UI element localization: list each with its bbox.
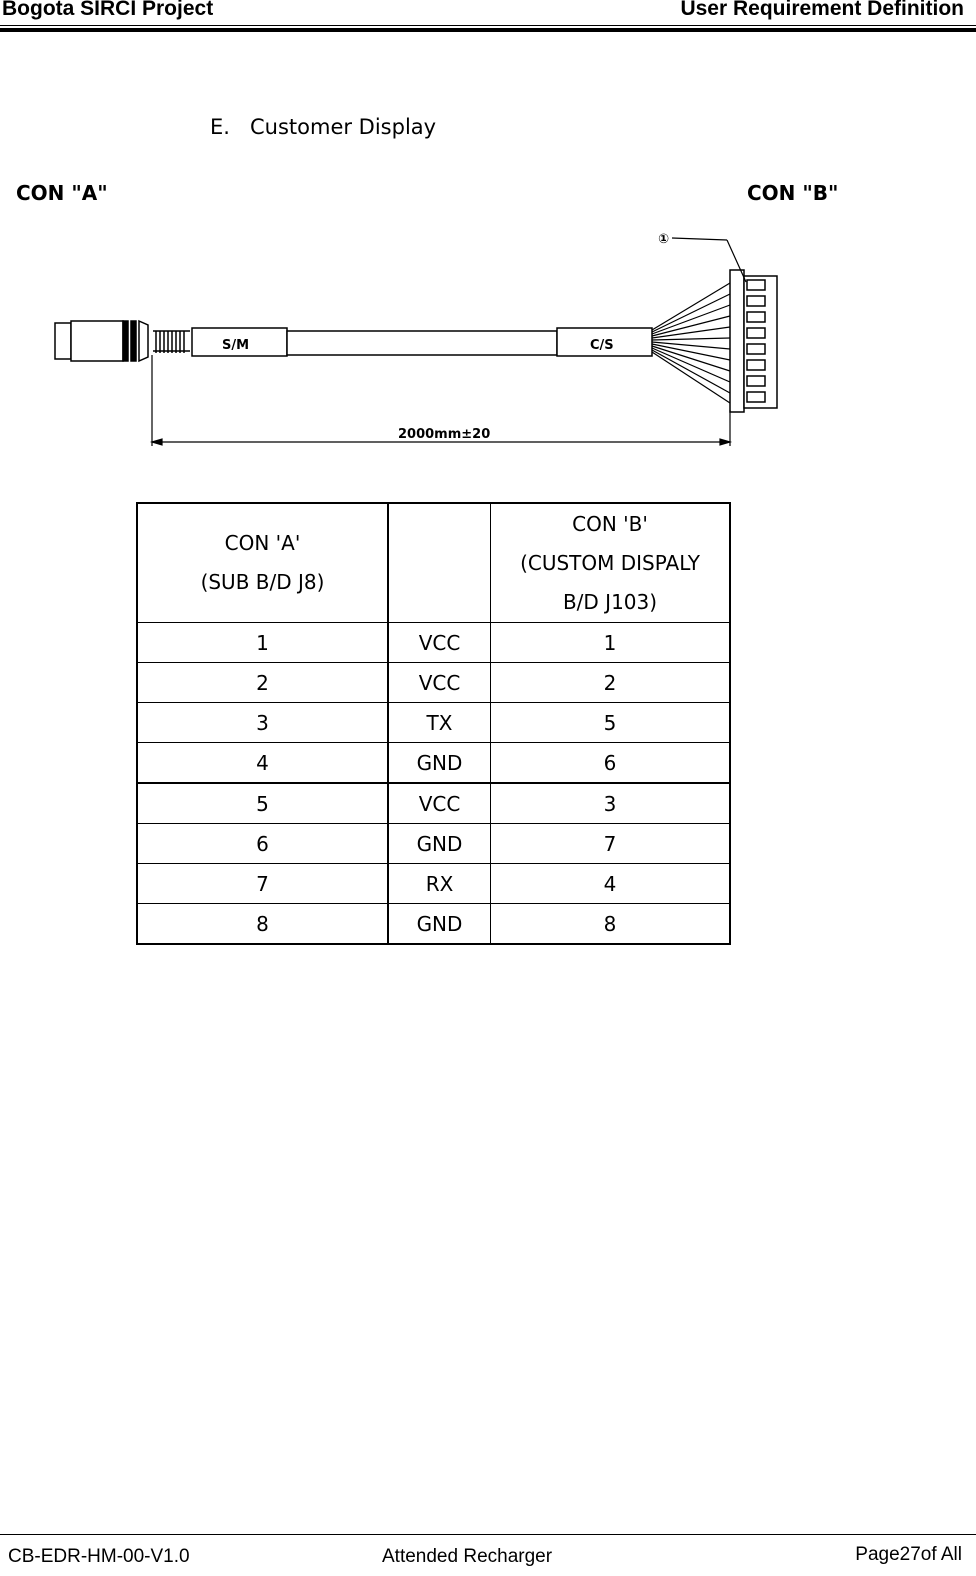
- pin-b-cell: 5: [491, 703, 731, 743]
- header-con-b-line2: (CUSTOM DISPALY: [520, 550, 700, 575]
- con-a-label: CON "A": [16, 181, 108, 205]
- table-row: [137, 904, 730, 945]
- pin-b-cell: 7: [491, 824, 731, 864]
- signal-cell: TX: [388, 703, 491, 743]
- pin-b-cell: 2: [491, 663, 731, 703]
- callout-number: ①: [658, 232, 670, 247]
- signal-cell: GND: [388, 743, 491, 784]
- pinout-table: [136, 502, 731, 945]
- signal-cell: GND: [388, 824, 491, 864]
- pin-b-cell: 1: [491, 623, 731, 663]
- header-con-a-line2: (SUB B/D J8): [200, 570, 325, 594]
- header-rule-thick: [0, 28, 976, 32]
- table-row: [137, 743, 730, 784]
- page-footer: [0, 1534, 976, 1576]
- footer-rule: [0, 1534, 976, 1535]
- header-rule-thin: [0, 25, 976, 26]
- page-prefix: Page: [855, 1544, 900, 1565]
- signal-cell: VCC: [388, 663, 491, 703]
- pin-a-cell: 1: [137, 623, 388, 663]
- table-row: [137, 864, 730, 904]
- con-b-label: CON "B": [747, 181, 839, 205]
- pin-b-cell: 8: [491, 904, 731, 945]
- pin-b-cell: 6: [491, 743, 731, 784]
- fanned-wires: [652, 283, 730, 403]
- header-con-b-line1: CON 'B': [572, 511, 648, 536]
- table-row: [137, 783, 730, 824]
- cs-marker: C/S: [590, 338, 614, 353]
- pin-a-cell: 5: [137, 783, 388, 824]
- pin-a-cell: 2: [137, 663, 388, 703]
- cable-diagram: [0, 215, 976, 460]
- length-dimension: 2000mm±20: [398, 427, 491, 442]
- section-heading: [210, 115, 436, 139]
- header-con-a: [137, 503, 388, 623]
- table-row: [137, 623, 730, 663]
- project-name: Bogota SIRCI Project: [2, 0, 214, 20]
- section-letter: E.: [210, 115, 230, 139]
- connector-a-plug: [55, 321, 190, 361]
- table-row: [137, 703, 730, 743]
- footer-title: Attended Recharger: [382, 1546, 553, 1567]
- header-con-a-line1: CON 'A': [224, 531, 301, 555]
- pin-b-cell: 4: [491, 864, 731, 904]
- pin-a-cell: 8: [137, 904, 388, 945]
- page-number-value: 27: [899, 1544, 921, 1565]
- header-con-b: [491, 503, 731, 623]
- page-header: [0, 0, 976, 34]
- page-number: [855, 1544, 962, 1566]
- signal-cell: RX: [388, 864, 491, 904]
- document-type: User Requirement Definition: [680, 0, 964, 20]
- table-header-row: [137, 503, 730, 623]
- table-row: [137, 824, 730, 864]
- connector-b-housing: [730, 270, 777, 412]
- sm-marker: S/M: [222, 338, 250, 353]
- pin-a-cell: 3: [137, 703, 388, 743]
- page-suffix: of All: [920, 1544, 962, 1565]
- signal-cell: VCC: [388, 623, 491, 663]
- document-id: CB-EDR-HM-00-V1.0: [8, 1546, 190, 1567]
- signal-cell: VCC: [388, 783, 491, 824]
- header-con-b-line3: B/D J103): [562, 589, 658, 614]
- pin-b-cell: 3: [491, 783, 731, 824]
- table-row: [137, 663, 730, 703]
- header-signal: [388, 503, 491, 623]
- cable-body: [192, 328, 652, 356]
- section-title: Customer Display: [250, 115, 437, 139]
- pin-a-cell: 7: [137, 864, 388, 904]
- pin-a-cell: 4: [137, 743, 388, 784]
- signal-cell: GND: [388, 904, 491, 945]
- pin-a-cell: 6: [137, 824, 388, 864]
